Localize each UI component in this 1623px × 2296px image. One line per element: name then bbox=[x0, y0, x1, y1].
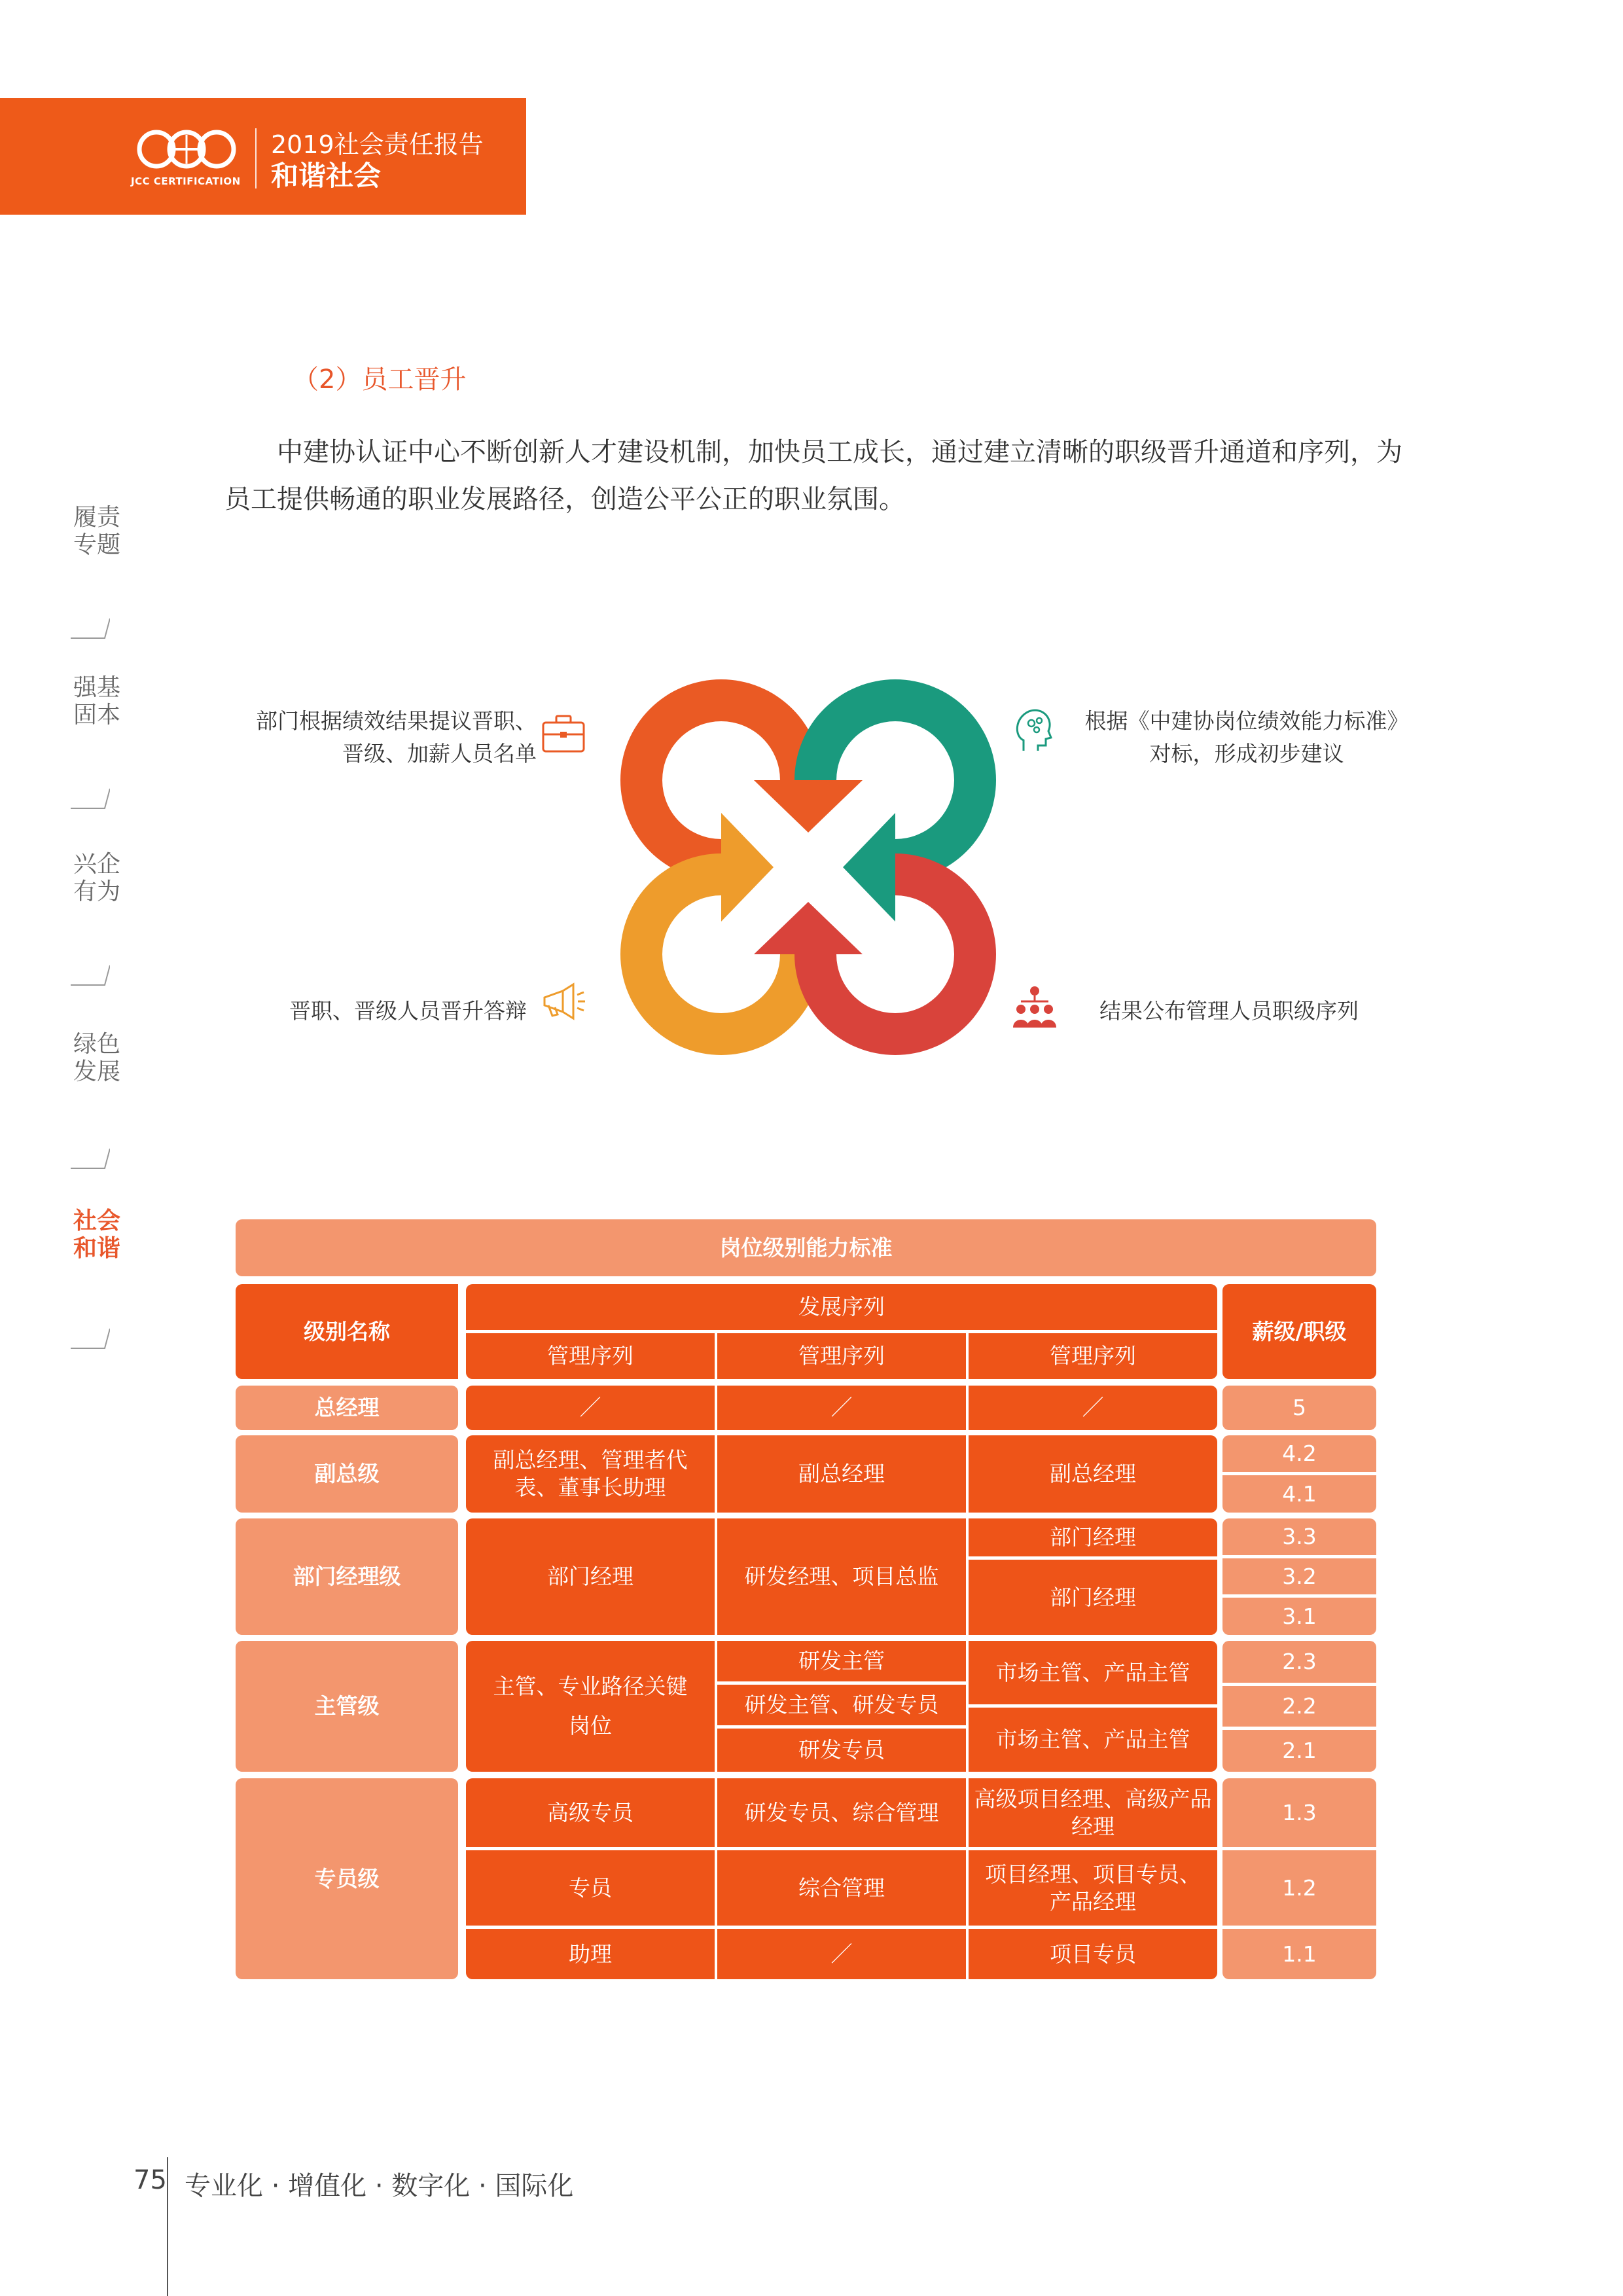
table-cell: ／ bbox=[717, 1929, 966, 1979]
table-cell: 高级项目经理、高级产品经理 bbox=[969, 1778, 1217, 1847]
side-nav-item-society[interactable] bbox=[71, 1208, 123, 1263]
people-group-icon bbox=[1009, 982, 1060, 1033]
megaphone-icon bbox=[537, 975, 588, 1026]
header-development-series: 发展序列 bbox=[466, 1284, 1217, 1330]
table-cell: 项目经理、项目专员、产品经理 bbox=[969, 1850, 1217, 1926]
side-nav-tick bbox=[71, 785, 110, 812]
header-divider bbox=[255, 128, 257, 188]
table-cell: 综合管理 bbox=[717, 1850, 966, 1926]
subheading: （2）员工晋升 bbox=[293, 365, 467, 395]
side-nav-item-enterprise[interactable] bbox=[71, 851, 123, 906]
table-cell: 部门经理 bbox=[969, 1518, 1217, 1556]
promotion-cycle-diagram bbox=[609, 668, 1008, 1067]
table-cell: 部门经理 bbox=[969, 1560, 1217, 1635]
side-nav-label: 兴企有为 bbox=[73, 851, 120, 905]
side-nav-label: 履责专题 bbox=[73, 504, 120, 558]
table-cell: 研发经理、项目总监 bbox=[717, 1518, 966, 1635]
side-nav-label: 社会和谐 bbox=[73, 1208, 120, 1262]
section-title: 和谐社会 bbox=[271, 160, 382, 192]
table-cell: 市场主管、产品主管 bbox=[969, 1641, 1217, 1704]
salary-cell: 4.2 bbox=[1222, 1435, 1376, 1472]
salary-cell: 2.1 bbox=[1222, 1730, 1376, 1772]
step-text-publish bbox=[1099, 995, 1427, 1028]
header-sub-col-1: 管理序列 bbox=[466, 1333, 715, 1379]
header-salary-grade: 薪级/职级 bbox=[1222, 1284, 1376, 1379]
logo-text: JCC CERTIFICATION bbox=[131, 175, 241, 187]
table-cell: 副总经理、管理者代表、董事长助理 bbox=[466, 1435, 715, 1513]
salary-cell: 2.2 bbox=[1222, 1686, 1376, 1727]
table-cell: 部门经理 bbox=[466, 1518, 715, 1635]
side-nav-tick bbox=[71, 1145, 110, 1172]
intro-paragraph: 中建协认证中心不断创新人才建设机制，加快员工成长，通过建立清晰的职级晋升通道和序列，为员工提供畅通的职业发展路径，创造公平公正的职业氛围。 bbox=[224, 437, 1402, 514]
jcc-logo-icon bbox=[134, 126, 239, 173]
page-number: 75 bbox=[134, 2165, 167, 2195]
table-cell: 研发专员、综合管理 bbox=[717, 1778, 966, 1847]
side-nav-tick bbox=[71, 1325, 110, 1352]
table-cell: ／ bbox=[969, 1386, 1217, 1430]
header-level-name: 级别名称 bbox=[236, 1284, 458, 1379]
side-nav-item-foundation[interactable] bbox=[71, 674, 123, 729]
row-label-department-manager: 部门经理级 bbox=[236, 1518, 458, 1635]
row-label-specialist: 专员级 bbox=[236, 1778, 458, 1979]
table-cell: 市场主管、产品主管 bbox=[969, 1708, 1217, 1772]
step-line: 部门根据绩效结果提议晋职、 bbox=[256, 708, 537, 734]
table-cell: 项目专员 bbox=[969, 1929, 1217, 1979]
side-nav-tick bbox=[71, 962, 110, 988]
row-label-general-manager: 总经理 bbox=[236, 1386, 458, 1430]
step-text-benchmark bbox=[1063, 705, 1430, 770]
step-line: 结果公布管理人员职级序列 bbox=[1099, 998, 1359, 1024]
table-title: 岗位级别能力标准 bbox=[236, 1219, 1376, 1276]
step-line: 根据《中建协岗位绩效能力标准》 bbox=[1084, 708, 1409, 734]
table-cell: 研发主管、研发专员 bbox=[717, 1685, 966, 1725]
table-cell: 专员 bbox=[466, 1850, 715, 1926]
step-line: 晋级、加薪人员名单 bbox=[342, 741, 537, 766]
side-nav-item-green[interactable] bbox=[71, 1031, 123, 1086]
table-cell: 研发专员 bbox=[717, 1729, 966, 1772]
header-sub-col-2: 管理序列 bbox=[717, 1333, 966, 1379]
table-cell: 研发主管 bbox=[717, 1641, 966, 1681]
salary-cell: 5 bbox=[1222, 1386, 1376, 1430]
step-text-proposal bbox=[223, 705, 537, 770]
header-sub-col-3: 管理序列 bbox=[969, 1333, 1217, 1379]
footer-slogan: 专业化 · 增值化 · 数字化 · 国际化 bbox=[185, 2171, 574, 2201]
footer-rule bbox=[167, 2157, 168, 2296]
salary-cell: 3.2 bbox=[1222, 1558, 1376, 1594]
report-title: 2019社会责任报告 bbox=[271, 130, 484, 159]
table-cell: 副总经理 bbox=[717, 1435, 966, 1513]
table-cell: ／ bbox=[466, 1386, 715, 1430]
side-nav-label: 绿色发展 bbox=[73, 1031, 120, 1085]
table-cell: ／ bbox=[717, 1386, 966, 1430]
salary-cell: 2.3 bbox=[1222, 1641, 1376, 1683]
side-nav-item-duty[interactable] bbox=[71, 504, 123, 559]
head-thinking-icon bbox=[1008, 704, 1059, 755]
step-text-defense bbox=[252, 995, 527, 1028]
side-nav-label: 强基固本 bbox=[73, 674, 120, 728]
salary-cell: 1.1 bbox=[1222, 1929, 1376, 1979]
step-line: 对标，形成初步建议 bbox=[1149, 741, 1344, 766]
row-label-supervisor: 主管级 bbox=[236, 1641, 458, 1772]
table-cell: 助理 bbox=[466, 1929, 715, 1979]
row-label-deputy: 副总级 bbox=[236, 1435, 458, 1513]
side-nav-tick bbox=[71, 615, 110, 641]
table-cell: 副总经理 bbox=[969, 1435, 1217, 1513]
table-cell: 高级专员 bbox=[466, 1778, 715, 1847]
salary-cell: 1.3 bbox=[1222, 1778, 1376, 1847]
salary-cell: 3.1 bbox=[1222, 1598, 1376, 1635]
salary-cell: 1.2 bbox=[1222, 1850, 1376, 1926]
salary-cell: 4.1 bbox=[1222, 1475, 1376, 1513]
salary-cell: 3.3 bbox=[1222, 1518, 1376, 1555]
briefcase-icon bbox=[538, 708, 589, 759]
table-cell: 主管、专业路径关键岗位 bbox=[466, 1641, 715, 1772]
step-line: 晋职、晋级人员晋升答辩 bbox=[289, 998, 527, 1024]
